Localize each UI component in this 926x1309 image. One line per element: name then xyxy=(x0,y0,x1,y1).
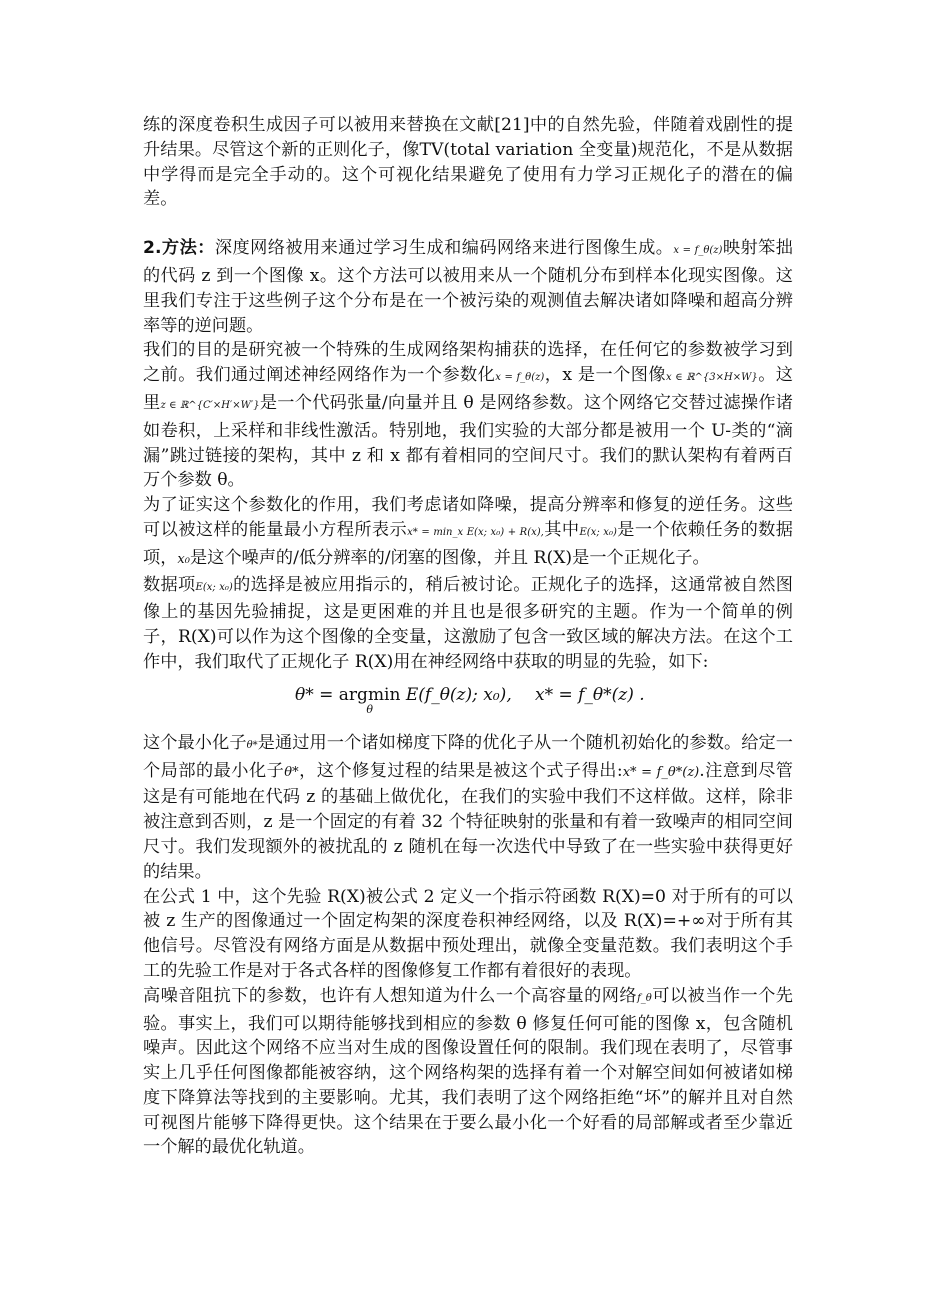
paragraph-method xyxy=(143,236,793,338)
goal-text-d: 是一个代码张量/向量并且 θ 是网络参数。这个网络它交替过滤操作诸如卷积，上采样和非线性激活。特别地，我们实验的大部分都是被用一个 U-类的“滴漏”跳过链接的架构，其中 z 和 x 都有着相同的空间尺寸。我们的默认架构有着两百万个参数 θ。 xyxy=(143,392,793,491)
inverse-text-b: 其中 xyxy=(543,519,580,540)
inverse-text-c: 是一个依赖任务的数据项， xyxy=(143,519,793,568)
paragraph-minimizer xyxy=(143,731,793,885)
inverse-text-d: 是这个噪声的/低分辨率的/闭塞的图像，并且 R(X)是一个正规化子。 xyxy=(189,547,710,568)
display-equation xyxy=(143,685,793,725)
paragraph-intro: 练的深度卷积生成因子可以被用来替换在文献[21]中的自然先验，伴随着戏剧性的提升结果。尽管这个新的正则化子，像TV(total variation 全变量)规范化，不是从数据中学得而是完全手动的。这个可视化结果避免了使用有力学习正规化子的潜在的偏差。 xyxy=(143,115,793,210)
goal-text-a: 我们的目的是研究被一个特殊的生成网络架构捕获的选择，在任何它的参数被学习到之前。我们通过阐述神经网络作为一个参数化 xyxy=(143,340,793,386)
section-heading-method: 2.方法： xyxy=(143,238,215,259)
formula-inline: x = f_θ(z) xyxy=(495,372,545,384)
equation-left: θ* = argmin θ E(f_θ(z); x₀), xyxy=(295,684,512,716)
data-term-text-a: 数据项 xyxy=(143,574,196,595)
minimizer-text-a: 这个最小化子 xyxy=(143,732,247,753)
goal-text-b: ，x 是一个图像 xyxy=(544,365,666,386)
formula-inline: θ* xyxy=(246,739,258,751)
formula-inline: x ∈ ℝ^{3×H×W} xyxy=(665,372,758,384)
formula-inline: x₀ xyxy=(177,551,190,567)
formula-inline: E(x; x₀) xyxy=(195,581,233,593)
equation-right: x* = f_θ*(z) . xyxy=(535,684,645,705)
paragraph-noise xyxy=(143,984,793,1161)
formula-inline: x* = f_θ*(z) xyxy=(622,764,700,780)
method-text-a: 深度网络被用来通过学习生成和编码网络来进行图像生成。 xyxy=(214,238,674,259)
document-page xyxy=(143,113,793,1160)
paragraph-goal xyxy=(143,338,793,493)
inverse-text-a: 为了证实这个参数化的作用，我们考虑诸如降噪，提高分辨率和修复的逆任务。这些可以被这样的能量最小方程所表示 xyxy=(143,495,793,540)
goal-text-c: 。这里 xyxy=(143,365,793,413)
minimizer-text-b: 是通过用一个诸如梯度下降的优化子从一个随机初始化的参数。给定一个局部的最小化子 xyxy=(143,732,793,781)
method-text-b: 映射笨拙的代码 z 到一个图像 x。这个方法可以被用来从一个随机分布到样本化现实图像。这里我们专注于这些例子这个分布是在一个被污染的观测值去解决诸如降噪和超高分辨率等的逆问题。 xyxy=(143,238,793,336)
formula-inline: E(x; x₀) xyxy=(579,526,617,538)
paragraph-prior: 在公式 1 中，这个先验 R(X)被公式 2 定义一个指示符函数 R(X)=0 对于所有的可以被 z 生产的图像通过一个固定构架的深度卷积神经网络，以及 R(X)=+∞对于所有其他信号。尽管没有网络方面是从数据中预处理出，就像全变量范数。我们表明这个手工的先验工作是对于各式各样的图像修复工作都有着很好的表现。 xyxy=(143,886,793,981)
formula-inline: z ∈ ℝ^{C′×H′×W′} xyxy=(160,399,260,411)
minimizer-text-c: ，这个修复过程的结果是被这个式子得出: xyxy=(298,760,623,781)
minimizer-text-d: .注意到尽管这是有可能地在代码 z 的基础上做优化，在我们的实验中我们不这样做。这样，除非被注意到否则，z 是一个固定的有着 32 个特征映射的张量和有着一致噪声的相同空间尺寸。我们发现额外的被扰乱的 z 随机在每一次迭代中导致了在一些实验中获得更好的结果。 xyxy=(143,760,793,882)
noise-text-b: 可以被当作一个先验。事实上，我们可以期待能够找到相应的参数 θ 修复任何可能的图像 x，包含随机噪声。因此这个网络不应当对生成的图像设置任何的限制。我们现在表明了，尽管事实上几乎任何图像都能被容纳，这个网络构架的选择有着一个对解空间如何被诸如梯度下降算法等找到的主要影响。尤其，我们表明了这个网络拒绝“坏”的解并且对自然可视图片能够下降得更快。这个结果在于要么最小化一个好看的局部解或者至少靠近一个解的最优化轨道。 xyxy=(143,985,793,1158)
paragraph-data-term xyxy=(143,573,793,675)
formula-inline: θ* xyxy=(284,764,299,780)
formula-inline: x* = min_x E(x; x₀) + R(x), xyxy=(407,526,544,538)
noise-text-a: 高噪音阻抗下的参数，也许有人想知道为什么一个高容量的网络 xyxy=(143,985,638,1006)
data-term-text-b: 的选择是被应用指示的，稍后被讨论。正规化子的选择，这通常被自然图像上的基因先验捕捉，这是更困难的并且也是很多研究的主题。作为一个简单的例子，R(X)可以作为这个图像的全变量，这激励了包含一致区域的解决方法。在这个工作中，我们取代了正规化子 R(X)用在神经网络中获取的明显的先验，如下: xyxy=(143,574,793,672)
formula-inline: f_θ xyxy=(637,992,652,1004)
paragraph-inverse-tasks xyxy=(143,493,793,572)
formula-inline: x = f_θ(z) xyxy=(673,245,723,257)
